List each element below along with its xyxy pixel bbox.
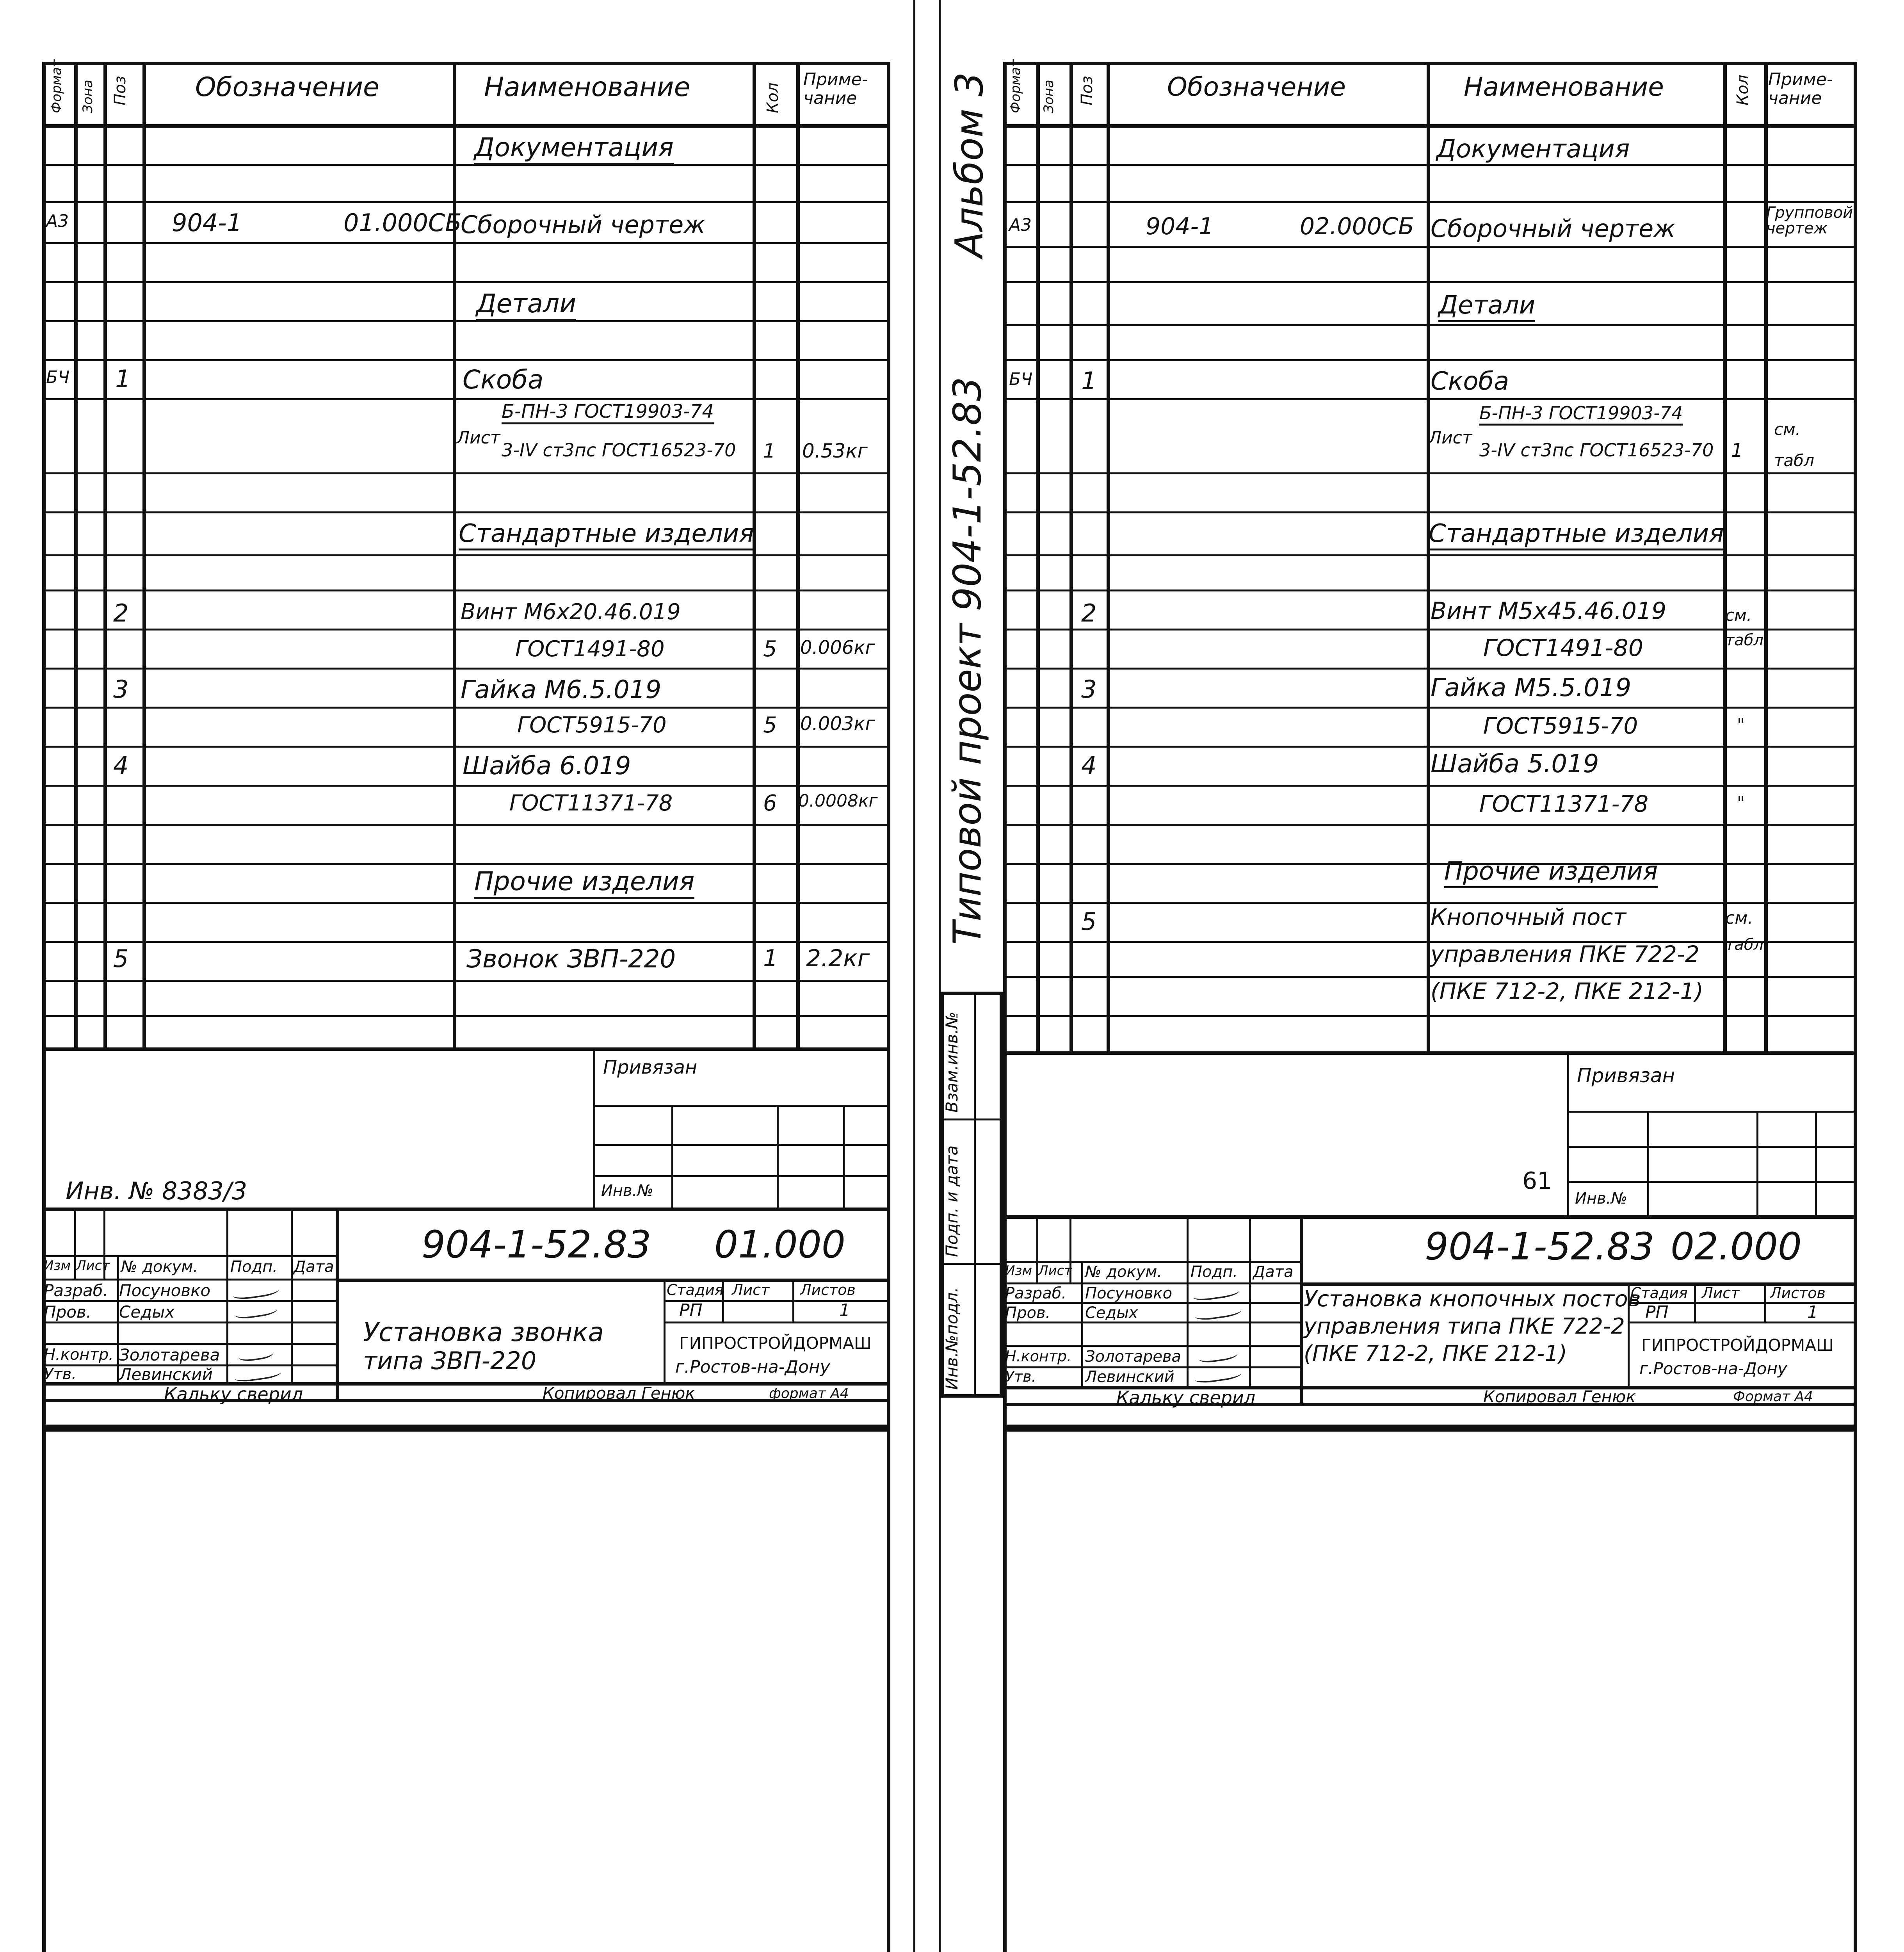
row-qty: ": [1737, 793, 1745, 813]
row-note: 0.53кг: [802, 440, 868, 462]
doc-code: 904-1-52.83: [1425, 1225, 1655, 1268]
tb-role-nkontr: Н.контр.: [1005, 1348, 1072, 1365]
tb-listov-label: Листов: [1770, 1284, 1826, 1302]
tb-name-utv: Левинский: [119, 1365, 213, 1384]
col-header-designation: Обозначение: [195, 72, 379, 103]
col-header-note: Приме-чание: [1768, 69, 1833, 109]
row-pos: 3: [1081, 675, 1097, 704]
spine-vzam-inv: Взам.инв.№: [942, 1012, 961, 1113]
row-qty: 6: [763, 791, 777, 816]
row-pos: 1: [1081, 367, 1097, 395]
section-documentation: Документация: [474, 135, 674, 165]
row-qty: 5: [763, 636, 777, 662]
row-pos: 5: [1081, 907, 1097, 936]
section-standard: Стандартные изделия: [1429, 521, 1724, 550]
tb-role-nkontr: Н.контр.: [44, 1346, 114, 1364]
inv-label: Инв.№: [601, 1182, 653, 1200]
material-line1: Б-ПН-3 ГОСТ19903-74: [1479, 404, 1683, 426]
row-qty: 1: [763, 945, 778, 972]
row-pos: 3: [113, 675, 129, 704]
col-header-qty: Кол: [764, 82, 782, 113]
row-name: Гайка М5.5.019: [1431, 673, 1632, 702]
row-name: управления ПКЕ 722-2: [1431, 941, 1699, 967]
tb-col-list: Лист: [76, 1258, 110, 1273]
inv-number: Инв. № 8383/3: [66, 1177, 247, 1205]
col-header-format: Формат: [1008, 59, 1023, 113]
row-qty: см.: [1725, 908, 1753, 928]
right-lower-frame: [1003, 1428, 1857, 1952]
row-name: Шайба 5.019: [1431, 750, 1599, 778]
section-documentation: Документация: [1436, 137, 1630, 166]
footer-copied: Копировал Генюк: [1483, 1387, 1636, 1406]
section-standard: Стандартные изделия: [459, 521, 754, 550]
tb-col-ndoc: № докум.: [1085, 1263, 1162, 1281]
col-header-name: Наименование: [484, 72, 690, 103]
row-name: Сборочный чертеж: [1431, 214, 1676, 243]
row-name: Шайба 6.019: [463, 752, 631, 780]
row-qty: 5: [763, 712, 777, 738]
row-note: Групповой чертеж: [1766, 204, 1853, 237]
row-pos: 4: [113, 751, 129, 780]
footer-checked: Кальку сверил: [164, 1384, 303, 1405]
col-header-pos: Поз: [111, 76, 129, 105]
row-name: Винт М5х45.46.019: [1431, 597, 1667, 625]
tb-listov: 1: [839, 1300, 850, 1320]
doc-number: 02.000: [1671, 1225, 1802, 1268]
spine-inv-podl: Инв.№подл.: [942, 1287, 961, 1390]
row-qty: табл.: [1725, 936, 1769, 954]
tb-role-razrab: Разраб.: [44, 1281, 109, 1300]
col-header-zone: Зона: [80, 80, 96, 113]
tb-city: г.Ростов-на-Дону: [1639, 1359, 1787, 1378]
right-spec-frame: [1003, 62, 1857, 1428]
row-note: 0.0008кг: [798, 791, 878, 811]
material-prefix: Лист: [457, 428, 500, 448]
row-name: (ПКЕ 712-2, ПКЕ 212-1): [1431, 978, 1703, 1004]
tb-col-podp: Подп.: [230, 1258, 278, 1276]
tb-name-prov: Седых: [119, 1302, 175, 1322]
tb-name-razrab: Посуновко: [119, 1281, 211, 1300]
footer-format: Формат А4: [1733, 1389, 1813, 1405]
tb-role-razrab: Разраб.: [1005, 1284, 1067, 1302]
row-name: ГОСТ5915-70: [1483, 712, 1638, 739]
tb-name-nkontr: Золотарева: [1085, 1348, 1182, 1366]
row-name: ГОСТ1491-80: [1483, 634, 1643, 662]
tb-title-line2: типа ЗВП-220: [363, 1346, 537, 1375]
tb-role-prov: Пров.: [1005, 1304, 1051, 1322]
tb-role-utv: Утв.: [44, 1365, 77, 1383]
inv-label: Инв.№: [1575, 1190, 1627, 1208]
material-line2: 3-IV ст3пс ГОСТ16523-70: [502, 440, 736, 461]
row-name: ГОСТ1491-80: [515, 636, 665, 662]
row-name: Звонок ЗВП-220: [466, 945, 676, 974]
tb-col-ndoc: № докум.: [121, 1258, 198, 1276]
doc-code: 904-1-52.83: [422, 1223, 651, 1266]
tb-name-razrab: Посуновко: [1085, 1284, 1173, 1302]
row-format: БЧ: [1009, 369, 1033, 389]
tb-listov: 1: [1807, 1302, 1818, 1322]
material-line2: 3-IV ст3пс ГОСТ16523-70: [1479, 440, 1714, 461]
tb-title-line1: Установка кнопочных постов: [1304, 1286, 1641, 1312]
tb-title-line2: управления типа ПКЕ 722-2: [1304, 1314, 1625, 1339]
tb-stadia: РП: [679, 1300, 703, 1320]
row-note: 2.2кг: [806, 945, 870, 972]
row-qty: ": [1737, 715, 1745, 735]
row-designation: 904-1: [1146, 213, 1214, 240]
col-header-qty: Кол: [1734, 75, 1752, 105]
section-details: Детали: [476, 291, 576, 321]
tb-stadia-label: Стадия: [1631, 1284, 1688, 1302]
row-pos: 5: [113, 944, 129, 973]
col-header-designation: Обозначение: [1167, 72, 1346, 102]
tb-col-izm: Изм: [44, 1258, 71, 1273]
row-name: Кнопочный пост: [1431, 904, 1626, 930]
tb-name-utv: Левинский: [1085, 1368, 1174, 1386]
row-note: 0.006кг: [800, 637, 875, 659]
page-number: 61: [1522, 1167, 1552, 1195]
tb-role-prov: Пров.: [44, 1302, 92, 1322]
row-designation-code: 01.000СБ: [343, 208, 462, 237]
row-name: Сборочный чертеж: [461, 210, 706, 239]
row-designation: 904-1: [172, 208, 242, 237]
privyazan-label: Привязан: [1577, 1064, 1675, 1087]
doc-number: 01.000: [714, 1223, 845, 1266]
material-line1: Б-ПН-3 ГОСТ19903-74: [502, 402, 714, 424]
row-designation-code: 02.000СБ: [1300, 213, 1414, 240]
tb-col-data: Дата: [1253, 1263, 1294, 1281]
row-name: Скоба: [463, 365, 544, 395]
tb-list-label: Лист: [732, 1281, 770, 1298]
tb-org: ГИПРОСТРОЙДОРМАШ: [679, 1334, 872, 1353]
tb-col-list: Лист: [1038, 1263, 1072, 1279]
footer-format: формат А4: [769, 1386, 849, 1402]
col-header-name: Наименование: [1464, 72, 1664, 102]
tb-name-nkontr: Золотарева: [119, 1345, 220, 1364]
row-format: А3: [1009, 215, 1032, 235]
row-pos: 4: [1081, 751, 1097, 780]
col-header-format: Формат: [49, 59, 64, 113]
tb-city: г.Ростов-на-Дону: [675, 1357, 830, 1377]
spine-project: Типовой проект 904-1-52.83: [945, 377, 990, 945]
tb-title-line1: Установка звонка: [363, 1317, 604, 1347]
col-header-zone: Зона: [1041, 80, 1057, 113]
row-name: ГОСТ11371-78: [1479, 791, 1649, 817]
row-name: Скоба: [1431, 367, 1509, 396]
row-qty: см.: [1725, 606, 1752, 625]
section-other: Прочие изделия: [1444, 859, 1658, 888]
tb-list-label: Лист: [1702, 1284, 1740, 1302]
section-details: Детали: [1438, 293, 1535, 322]
row-note: 0.003кг: [800, 713, 875, 735]
spine-podp-data: Подп. и дата: [942, 1145, 961, 1257]
row-format: БЧ: [46, 367, 70, 387]
tb-col-izm: Изм: [1005, 1263, 1032, 1279]
spine-album: Альбом 3: [947, 72, 992, 258]
tb-name-prov: Седых: [1085, 1304, 1138, 1322]
row-pos: 2: [113, 599, 129, 627]
material-prefix: Лист: [1429, 428, 1472, 448]
row-qty: табл.: [1725, 631, 1769, 649]
tb-col-podp: Подп.: [1190, 1263, 1238, 1281]
col-header-note: Приме-чание: [803, 69, 868, 109]
tb-stadia: РП: [1645, 1302, 1669, 1322]
section-other: Прочие изделия: [474, 869, 694, 899]
tb-org: ГИПРОСТРОЙДОРМАШ: [1641, 1336, 1834, 1355]
tb-stadia-label: Стадия: [667, 1281, 724, 1298]
privyazan-label: Привязан: [603, 1056, 698, 1078]
row-format: А3: [46, 211, 69, 231]
row-pos: 1: [115, 365, 131, 393]
row-name: ГОСТ5915-70: [517, 712, 667, 738]
footer-checked: Кальку сверил: [1116, 1387, 1256, 1408]
row-qty: 1: [1731, 440, 1743, 461]
tb-col-data: Дата: [294, 1258, 334, 1276]
tb-role-utv: Утв.: [1005, 1368, 1036, 1385]
row-name: Винт М6х20.46.019: [461, 599, 681, 625]
tb-title-line3: (ПКЕ 712-2, ПКЕ 212-1): [1304, 1341, 1567, 1366]
footer-copied: Копировал Генюк: [543, 1384, 695, 1403]
row-name: Гайка М6.5.019: [461, 675, 662, 704]
row-note: см. табл: [1774, 420, 1814, 470]
row-name: ГОСТ11371-78: [509, 791, 673, 816]
col-header-pos: Поз: [1078, 76, 1096, 105]
row-pos: 2: [1081, 599, 1097, 627]
row-qty: 1: [763, 440, 776, 462]
tb-listov-label: Листов: [800, 1281, 856, 1298]
